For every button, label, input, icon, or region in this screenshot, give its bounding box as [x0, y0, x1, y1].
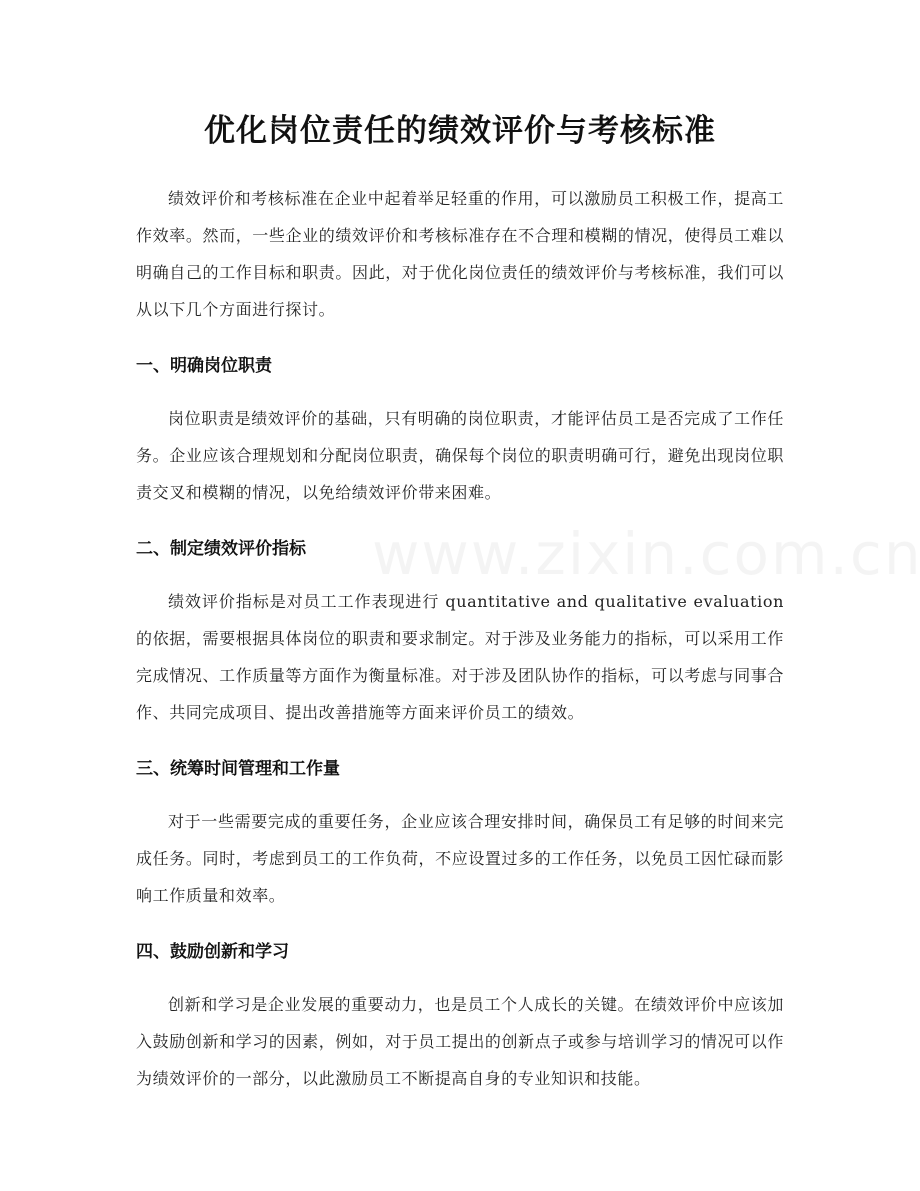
section-heading-3: 三、统筹时间管理和工作量 [136, 759, 340, 779]
section-body-4: 创新和学习是企业发展的重要动力，也是员工个人成长的关键。在绩效评价中应该加入鼓励创新和学习的因素，例如，对于员工提出的创新点子或参与培训学习的情况可以作为绩效评价的一部分，以此激励员工不断提高自身的专业知识和技能。 [136, 995, 784, 1088]
section-body-1: 岗位职责是绩效评价的基础，只有明确的岗位职责，才能评估员工是否完成了工作任务。企业应该合理规划和分配岗位职责，确保每个岗位的职责明确可行，避免出现岗位职责交叉和模糊的情况，以免给绩效评价带来困难。 [136, 409, 784, 502]
section-body-3: 对于一些需要完成的重要任务，企业应该合理安排时间，确保员工有足够的时间来完成任务。同时，考虑到员工的工作负荷，不应设置过多的工作任务，以免员工因忙碌而影响工作质量和效率。 [136, 812, 784, 905]
section-heading-4: 四、鼓励创新和学习 [136, 942, 289, 962]
intro-paragraph: 绩效评价和考核标准在企业中起着举足轻重的作用，可以激励员工积极工作，提高工作效率。然而，一些企业的绩效评价和考核标准存在不合理和模糊的情况，使得员工难以明确自己的工作目标和职责。因此，对于优化岗位责任的绩效评价与考核标准，我们可以从以下几个方面进行探讨。 [136, 189, 784, 319]
section-heading-2: 二、制定绩效评价指标 [136, 539, 306, 559]
section-heading-1: 一、明确岗位职责 [136, 356, 272, 376]
document-title: 优化岗位责任的绩效评价与考核标准 [204, 113, 716, 149]
section-body-2: 绩效评价指标是对员工工作表现进行 quantitative and qualitative evaluation 的依据，需要根据具体岗位的职责和要求制定。对于涉及业务能力的指标，可以采用工作完成情况、工作质量等方面作为衡量标准。对于涉及团队协作的指标，可以考虑与同事合作、共同完成项目、提出改善措施等方面来评价员工的绩效。 [136, 592, 784, 722]
document-body [136, 180, 784, 1097]
